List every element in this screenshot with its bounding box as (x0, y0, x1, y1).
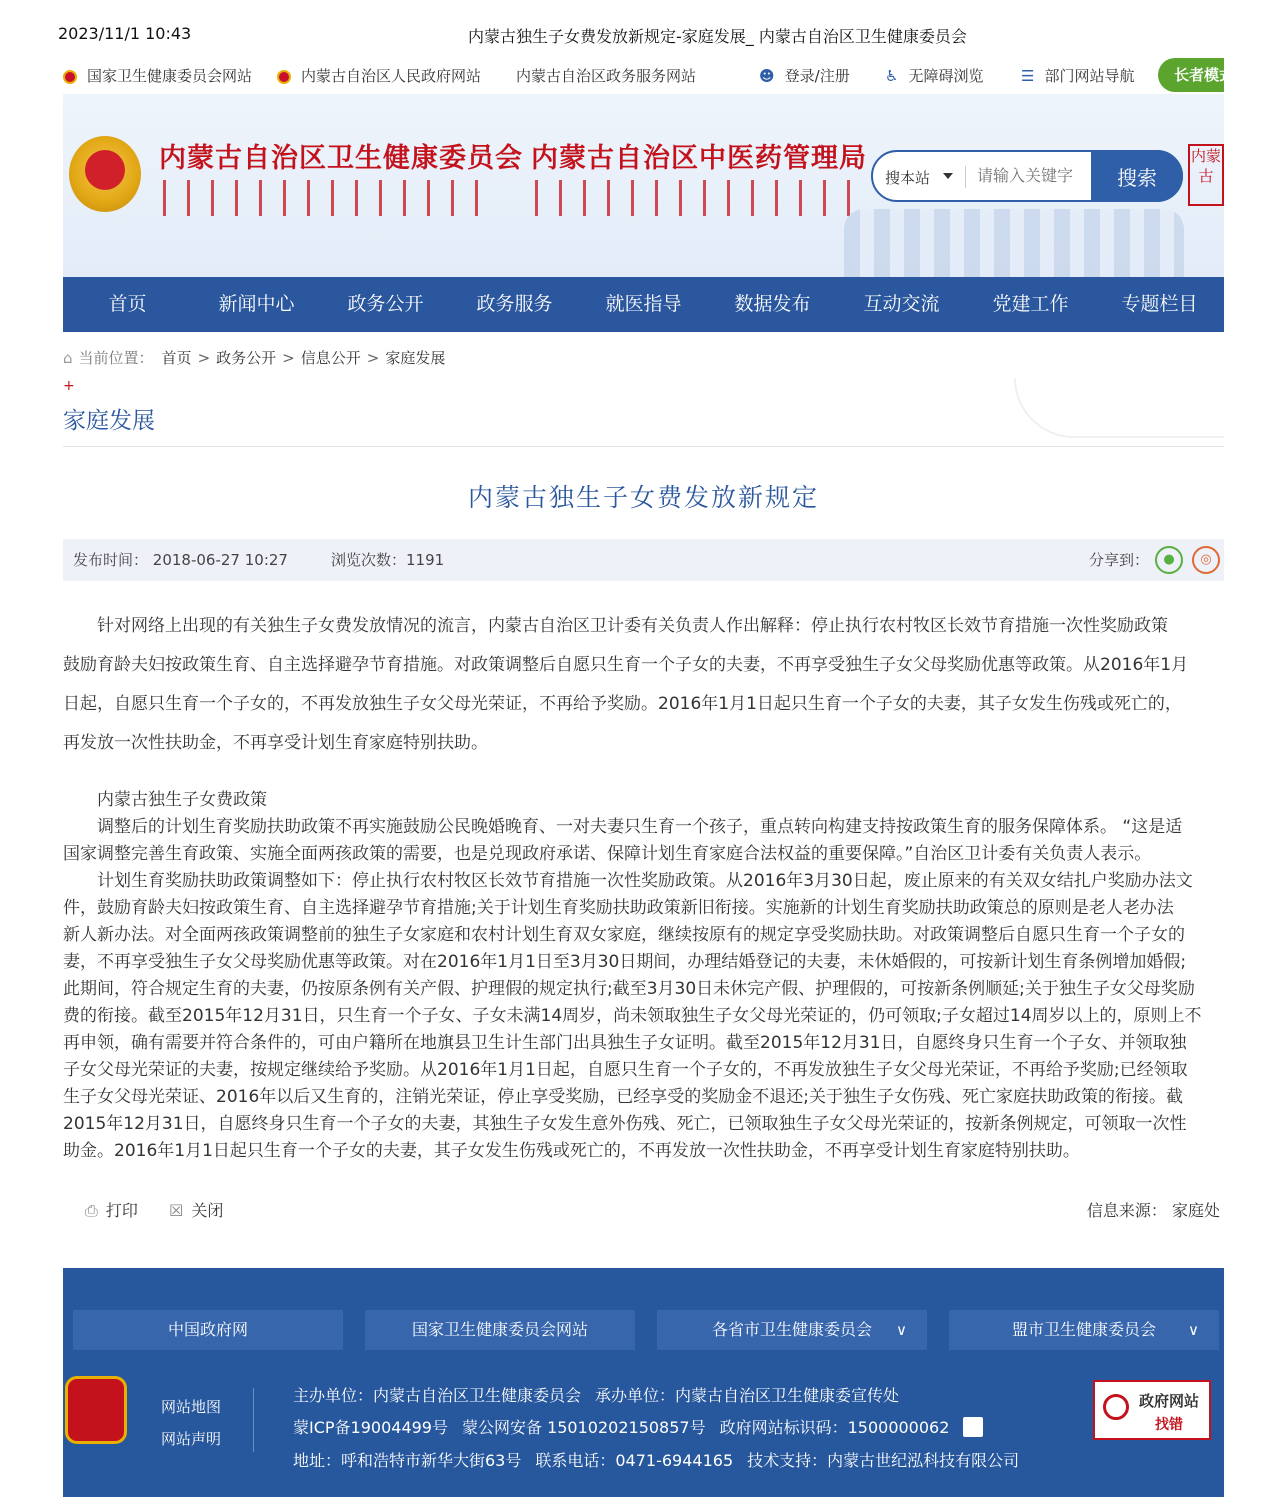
org-name-health: 内蒙古自治区卫生健康委员会 (159, 143, 523, 174)
close-button[interactable]: ☒ 关闭 (169, 1201, 224, 1220)
footer-record-line: 蒙ICP备19004499号 蒙公网安备 15010202150857号 政府网站标识码：1500000062 (293, 1415, 983, 1438)
wheelchair-icon: ♿ (885, 67, 899, 85)
print-button[interactable]: ⎙ 打印 (85, 1201, 138, 1220)
home-icon: ⌂ (63, 349, 73, 367)
plus-icon: + (63, 378, 75, 394)
article-title: 内蒙古独生子女费发放新规定 (467, 483, 819, 512)
people-silhouette-decoration (844, 209, 1184, 277)
mongolian-script-decoration (163, 180, 493, 216)
emblem-icon (63, 70, 77, 84)
chevron-down-icon: ∨ (896, 1321, 907, 1339)
chevron-right-icon: > (197, 349, 211, 367)
category-title: 家庭发展 (63, 408, 155, 434)
breadcrumb-current[interactable]: 家庭发展 (385, 349, 446, 367)
paragraph: 内蒙古独生子女费政策 调整后的计划生育奖励扶助政策不再实施鼓励公民晚婚晚育、一对夫妻只生育一个孩子，重点转向构建支持按政策生育的服务保障体系。 “这是适 国家调整完善生育政策、实施全面两孩政策的需要，也是兑现政府承诺、保障计划生育家庭合法权益的重要保障。”自治区卫计委有关负责人表示。 计划生育奖励扶助政策调整如下：停止执行农村牧区长效节育措施一次性奖励政策。从2016年3月30日起，废止原来的有关双女结扎户奖励办法文 件，鼓励育龄夫妇按政策生育、自主选择避孕节育措施;关于计划生育奖励扶助政策新旧衔接。实施新的计划生育奖励扶助政策总的原则是老人老办法 新人新办法。对全面两孩政策调整前的独生子女家庭和农村计划生育双女家庭，继续按原有的规定享受奖励扶助。对政策调整后自愿只生育一个子女的 妻，不再享受独生子女父母奖励优惠等政策。对在2016年1月1日至3月30日期间，办理结婚登记的夫妻，未休婚假的，可按新计划生育条例增加婚假; 此期间，符合规定生育的夫妻，仍按原条例有关产假、护理假的规定执行;截至3月30日未休完产假、护理假的，可按新条例顺延;关于独生子女父母奖励 费的衔接。截至2015年12月31日，只生育一个子女、子女未满14周岁，尚未领取独生子女父母光荣证的，仍可领取;子女超过14周岁以上的，原则上不 再申领，确有需要并符合条件的，可由户籍所在地旗县卫生计生部门出具独生子女证明。截至2015年12月31日，自愿终身只生育一个子女、并领取独 子女父母光荣证的夫妻，按规定继续给予奖励。从2016年1月1日起，自愿只生育一个子女的，不再发放独生子女父母光荣证，不再给予奖励;已经领取 生子女父母光荣证、2016年以后又生育的，注销光荣证，停止享受奖励，已经享受的奖励金不退还;关于独生子女伤残、死亡家庭扶助政策的衔接。截 2015年12月31日，自愿终身只生育一个子女的夫妻，其独生子女发生意外伤残、死亡，已领取独生子女父母光荣证的，按新条例规定，可领取一次性 助金。2016年1月1日起只生育一个子女的夫妻，其子女发生伤残或死亡的，不再发放一次性扶助金，不再享受计划生育家庭特别扶助。 (63, 787, 1224, 1165)
close-icon: ☒ (169, 1201, 184, 1220)
sitemap-link[interactable]: 网站地图 (161, 1398, 222, 1416)
nav-interaction[interactable]: 互动交流 (863, 293, 940, 315)
footer-sponsor-line: 主办单位：内蒙古自治区卫生健康委员会 承办单位：内蒙古自治区卫生健康委宣传处 (293, 1386, 900, 1405)
breadcrumb-gov-affairs[interactable]: 政务公开 (216, 349, 277, 367)
weibo-icon[interactable]: ◎ (1192, 546, 1220, 574)
login-link[interactable]: ☻ 登录/注册 (759, 67, 850, 85)
nav-topics[interactable]: 专题栏目 (1121, 293, 1198, 315)
mongolian-seal-logo: 内蒙古 (1188, 144, 1224, 206)
gov-site-error-report-button[interactable]: 政府网站 找错 (1093, 1380, 1211, 1440)
divider (63, 446, 1224, 447)
nav-gov-affairs[interactable]: 政务公开 (347, 293, 424, 315)
service-link[interactable]: 内蒙古自治区政务服务网站 (516, 67, 697, 85)
footer-link-gov[interactable]: 中国政府网 (73, 1310, 343, 1350)
accessibility-link[interactable]: ♿ 无障碍浏览 (885, 67, 984, 85)
magnifier-icon (1103, 1394, 1129, 1420)
view-count: 浏览次数：1191 (331, 551, 445, 569)
article-body (63, 607, 1224, 1165)
printer-icon: ⎙ (85, 1201, 98, 1220)
article-subheading: 内蒙古独生子女费政策 (63, 790, 267, 810)
print-datetime: 2023/11/1 10:43 (58, 24, 192, 43)
main-nav (63, 277, 1224, 332)
nav-home[interactable]: 首页 (108, 293, 147, 315)
footer-dropdown-provinces[interactable]: 各省市卫生健康委员会 ∨ (657, 1310, 927, 1350)
article-actions (63, 1198, 1224, 1224)
print-page-title: 内蒙古独生子女费发放新规定-家庭发展_ 内蒙古自治区卫生健康委员会 (468, 27, 967, 46)
list-icon: ☰ (1021, 67, 1035, 85)
info-source: 信息来源： 家庭处 (1086, 1201, 1220, 1220)
search-input[interactable] (975, 165, 1097, 186)
footer-link-nhc[interactable]: 国家卫生健康委员会网站 (365, 1310, 635, 1350)
footer-dropdown-leagues[interactable]: 盟市卫生健康委员会 ∨ (949, 1310, 1219, 1350)
divider (965, 166, 966, 188)
paragraph: 针对网络上出现的有关独生子女费发放情况的流言，内蒙古自治区卫计委有关负责人作出解释：停止执行农村牧区长效节育措施一次性奖励政策 鼓励育龄夫妇按政策生育、自主选择避孕节育措施。对政策调整后自愿只生育一个子女的夫妻，不再享受独生子女父母奖励优惠等政策。从2016年1月 日起，自愿只生育一个子女的，不再发放独生子女父母光荣证，不再给予奖励。2016年1月1日起只生育一个子女的夫妻，其子女发生伤残或死亡的， 再发放一次性扶助金，不再享受计划生育家庭特别扶助。 (63, 616, 1189, 753)
site-footer (63, 1268, 1224, 1497)
footer-contact-line: 地址：呼和浩特市新华大街63号 联系电话：0471-6944165 技术支持：内蒙古世纪泓科技有限公司 (293, 1451, 1020, 1470)
caret-down-icon[interactable] (943, 173, 953, 179)
print-header (58, 24, 1226, 48)
share-label: 分享到： (1089, 551, 1150, 569)
chevron-right-icon: > (282, 349, 295, 367)
breadcrumb-home[interactable]: 首页 (161, 349, 192, 367)
nav-gov-services[interactable]: 政务服务 (476, 293, 553, 315)
gov-link[interactable]: 内蒙古自治区人民政府网站 (277, 65, 481, 86)
nav-news[interactable]: 新闻中心 (218, 293, 295, 315)
site-banner (63, 94, 1224, 277)
nhc-link[interactable]: 国家卫生健康委员会网站 (63, 65, 252, 86)
search-box (871, 150, 1183, 202)
org-name-tcm: 内蒙古自治区中医药管理局 (531, 143, 867, 174)
police-record-link[interactable]: 蒙公网安备 15010202150857号 (461, 1418, 706, 1437)
wechat-icon[interactable]: ● (1155, 546, 1183, 574)
breadcrumb-info-public[interactable]: 信息公开 (300, 349, 361, 367)
mongolian-script-decoration (535, 180, 865, 216)
divider (253, 1388, 254, 1452)
top-bar (63, 58, 1235, 92)
party-org-badge-icon[interactable] (65, 1376, 127, 1444)
national-emblem-icon (69, 136, 141, 212)
icp-link[interactable]: 蒙ICP备19004499号 (293, 1418, 448, 1437)
chevron-right-icon: > (366, 349, 380, 367)
search-scope-select[interactable]: 搜本站 (885, 169, 931, 187)
nav-data[interactable]: 数据发布 (734, 293, 811, 315)
elder-mode-button[interactable]: 长者模式 (1158, 58, 1224, 92)
search-button[interactable]: 搜索 (1091, 150, 1183, 202)
article-meta (63, 539, 1224, 581)
nav-medical-guide[interactable]: 就医指导 (605, 293, 682, 315)
nav-party[interactable]: 党建工作 (992, 293, 1069, 315)
stats-icon[interactable] (963, 1417, 983, 1437)
statement-link[interactable]: 网站声明 (161, 1430, 222, 1448)
breadcrumb: ⌂ 当前位置： 首页 > 政务公开 > 信息公开 > 家庭发展 (63, 349, 446, 367)
chevron-down-icon: ∨ (1188, 1321, 1199, 1339)
publish-time: 发布时间： 2018-06-27 10:27 (73, 551, 288, 569)
dept-nav-link[interactable]: ☰ 部门网站导航 (1021, 67, 1135, 85)
emblem-icon (277, 70, 291, 84)
user-icon: ☻ (759, 67, 775, 85)
